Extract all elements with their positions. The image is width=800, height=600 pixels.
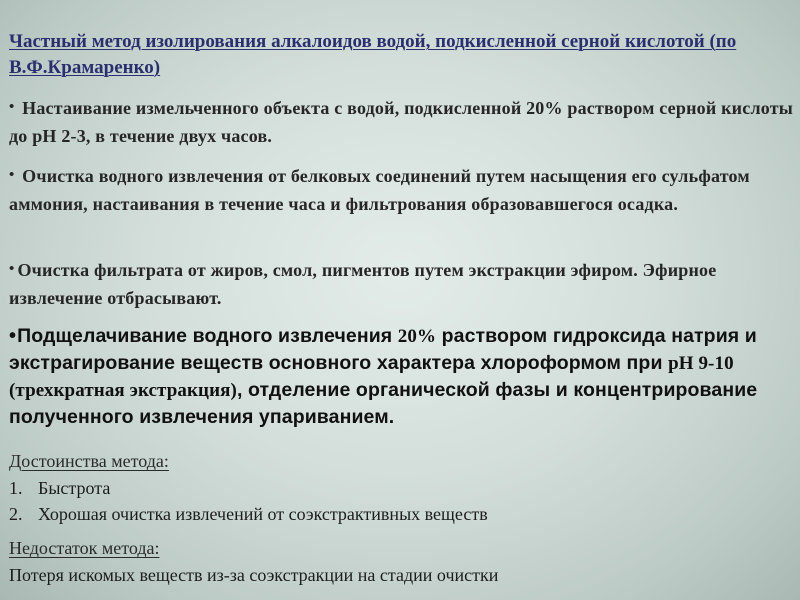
- list-number: 1.: [9, 478, 23, 498]
- bullet-marker: •: [9, 261, 15, 277]
- advantages-heading: Достоинства метода:: [9, 451, 169, 471]
- bullet-item-3: [9, 257, 794, 311]
- bullet-text-part: 20%: [397, 326, 437, 347]
- advantage-item-1: [9, 475, 110, 501]
- bullet-item-1: [9, 95, 794, 149]
- list-text: Хорошая очистка извлечений от соэкстрактивных веществ: [38, 504, 488, 524]
- list-text: Быстрота: [38, 478, 111, 498]
- bullet-text: Настаивание измельченного объекта с водой, подкисленной 20% раствором серной кислоты до рН 2-3, в течение двух часов.: [9, 98, 793, 146]
- bullet-marker: •: [9, 99, 15, 115]
- bullet-marker: •: [9, 167, 15, 183]
- bullet-text-part: , отделение органической фазы и концентрирование полученного извлечения упариванием.: [9, 379, 758, 428]
- bullet-marker: •: [9, 325, 17, 347]
- list-number: 2.: [9, 504, 23, 524]
- bullet-item-2: [9, 163, 794, 217]
- disadvantage-text: Потеря искомых веществ из-за соэкстракции на стадии очистки: [9, 565, 499, 585]
- bullet-text: Очистка фильтрата от жиров, смол, пигментов путем экстракции эфиром. Эфирное извлечение отбрасывают.: [9, 260, 717, 308]
- advantage-item-2: [9, 501, 488, 527]
- bullet-text-part: рН 9-10 (трехкратная экстракция): [9, 353, 734, 401]
- bullet-text-part: Подщелачивание водного извлечения: [17, 325, 398, 347]
- disadvantage-heading: Недостаток метода:: [9, 538, 160, 558]
- slide-title: Частный метод изолирования алкалоидов водой, подкисленной серной кислотой (по В.Ф.Крамаренко): [9, 31, 737, 78]
- bullet-item-4: [9, 323, 794, 430]
- bullet-text-part: раствором гидроксида натрия и экстрагирование веществ основного характера хлороформом при: [9, 325, 757, 374]
- bullet-text: Очистка водного извлечения от белковых соединений путем насыщения его сульфатом аммония, настаивания в течение часа и фильтрования образовавшегося осадка.: [9, 166, 750, 214]
